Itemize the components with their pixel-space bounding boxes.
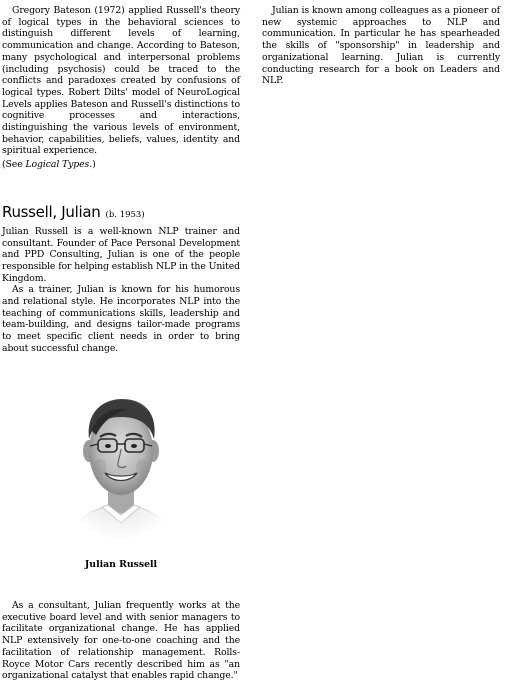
see-also-term: Logical Types: [25, 159, 90, 171]
left-column: [2, 5, 240, 355]
entry-paragraph-consultant: As a consultant, Julian frequently works at the executive board level and with senior managers to facilitate organizational change. He has applied NLP extensively for one-to-one coaching and the facilitation of relationship management. Rolls-Royce Motor Cars recently described him as "an organizational catalyst that enables rapid change.": [2, 600, 240, 682]
portrait-photo-image: [62, 391, 180, 541]
entry-heading: [2, 204, 240, 223]
bateson-paragraph: Gregory Bateson (1972) applied Russell's theory of logical types in the behavioral sciences to distinguish different levels of learning, communication and change. According to Bateson, many psychological and interpersonal problems (including psychosis) could be traced to the conflicts and paradoxes created by confusions of logical types. Robert Dilts' model of NeuroLogical Levels applies Bateson and Russell's distinctions to cognitive processes and interactions, distinguishing the various levels of environment, behavior, capabilities, beliefs, values, identity and spiritual experience.: [2, 5, 240, 157]
entry-paragraph-trainer: As a trainer, Julian is known for his humorous and relational style. He incorporates NLP into the teaching of communications skills, leadership and team-building, and designs tailor-made programs to meet specific client needs in order to bring about successful change.: [2, 284, 240, 354]
see-also-reference: (See Logical Types.): [2, 159, 96, 171]
bottom-section: [2, 600, 240, 682]
entry-paragraph-pioneer: Julian is known among colleagues as a pioneer of new systemic approaches to NLP and communication. In particular he has spearheaded the skills of "sponsorship" in leadership and organizational learning. Julian is currently conducting research for a book on Leaders and NLP.: [262, 5, 500, 87]
photo-caption: Julian Russell: [84, 559, 158, 570]
entry-name: Russell, Julian: [2, 202, 101, 221]
entry-birth-year: (b. 1953): [105, 209, 145, 220]
entry-paragraph-intro: Julian Russell is a well-known NLP trainer and consultant. Founder of Pace Personal Development and PPD Consulting, Julian is one of the people responsible for helping establish NLP in the United Kingdom.: [2, 225, 240, 284]
right-column: [262, 5, 500, 87]
portrait-photo: [62, 391, 180, 541]
